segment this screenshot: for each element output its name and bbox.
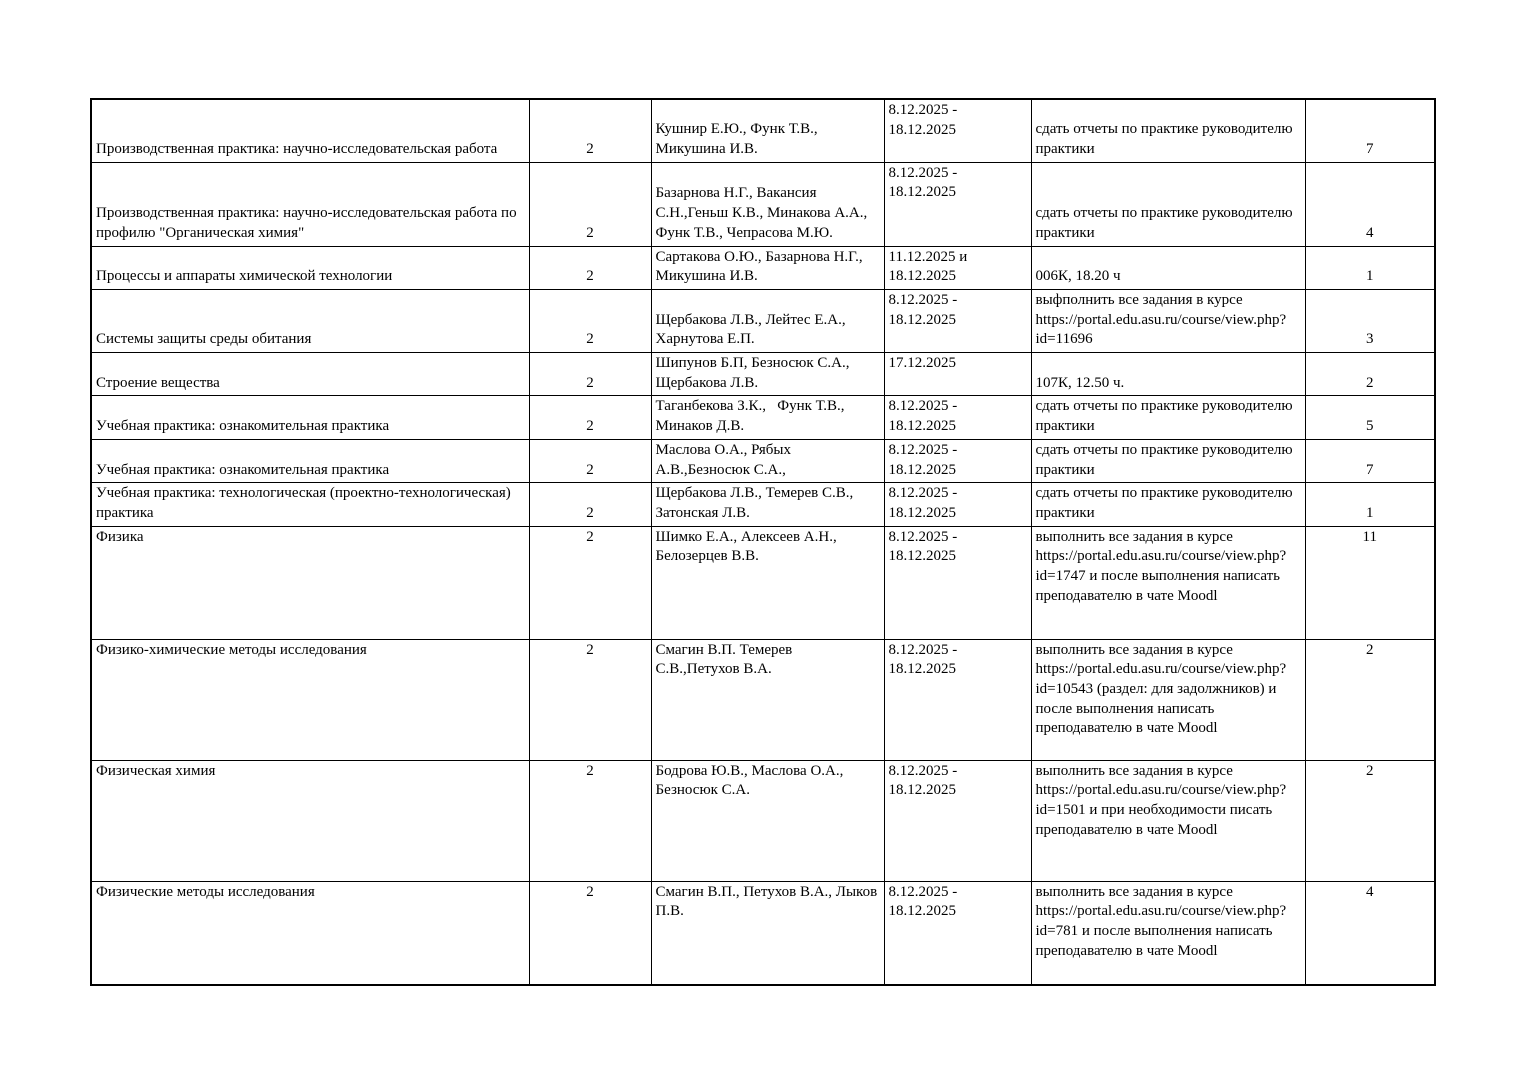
task-text: выполнить все задания в курсе https://portal.edu.asu.ru/course/view.php?id=10543 (раздел: для задолжников) и после выполнения написать преподавателю в чате Moodl [1035,641,1287,737]
course-number-cell [529,439,651,482]
task-text: 107К, 12.50 ч. [1035,374,1125,391]
course-name-cell [91,526,529,639]
course-number: 2 [586,418,594,435]
dates-cell [884,289,1031,352]
students-count: 5 [1366,418,1374,435]
teachers-cell [651,439,884,482]
count-cell [1305,162,1435,246]
dates-range: 8.12.2025 - 18.12.2025 [888,762,961,799]
teachers-cell [651,289,884,352]
students-count: 4 [1366,883,1374,900]
task-cell [1031,760,1305,881]
course-name: Строение вещества [96,374,220,391]
dates-range: 8.12.2025 - 18.12.2025 [888,164,961,201]
dates-cell [884,760,1031,881]
course-name-cell [91,99,529,162]
course-number: 2 [586,461,594,478]
course-number-cell [529,99,651,162]
task-text: сдать отчеты по практике руководителю практики [1035,121,1297,157]
dates-range: 8.12.2025 - 18.12.2025 [888,641,961,678]
courses-table [90,98,1436,986]
course-name-cell [91,483,529,526]
teachers-list: Шимко Е.А., Алексеев А.Н., Белозерцев В.В. [655,528,841,565]
course-name-cell [91,289,529,352]
course-name-cell [91,246,529,289]
teachers-list: Смагин В.П. Темерев С.В.,Петухов В.А. [655,641,796,678]
course-name-cell [91,439,529,482]
task-cell [1031,162,1305,246]
dates-cell [884,396,1031,439]
dates-cell [884,353,1031,396]
course-number-cell [529,353,651,396]
table-row [91,526,1435,639]
task-cell [1031,483,1305,526]
dates-range: 17.12.2025 [888,355,956,372]
course-name-cell [91,396,529,439]
table-row [91,353,1435,396]
table-row [91,881,1435,985]
teachers-cell [651,396,884,439]
count-cell [1305,483,1435,526]
course-number: 2 [586,140,594,157]
course-name-cell [91,639,529,760]
task-cell [1031,439,1305,482]
task-text: выполнить все задания в курсе https://portal.edu.asu.ru/course/view.php?id=1747 и после выполнения написать преподавателю в чате Moodl [1035,528,1287,604]
teachers-cell [651,639,884,760]
dates-cell [884,162,1031,246]
students-count: 7 [1366,461,1374,478]
course-name: Системы защиты среды обитания [96,331,312,348]
course-number-cell [529,396,651,439]
dates-range: 11.12.2025 и 18.12.2025 [888,248,971,285]
students-count: 2 [1366,374,1374,391]
course-number-cell [529,526,651,639]
teachers-list: Щербакова Л.В., Лейтес Е.А., Харнутова Е.П. [655,311,850,348]
count-cell [1305,639,1435,760]
course-number: 2 [586,641,594,658]
course-name: Производственная практика: научно-исследовательская работа по профилю "Органическая химия" [96,205,521,241]
count-cell [1305,353,1435,396]
table-row [91,162,1435,246]
students-count: 2 [1366,641,1374,658]
course-number-cell [529,760,651,881]
course-name-cell [91,881,529,985]
course-number-cell [529,246,651,289]
table-row [91,246,1435,289]
course-number: 2 [586,224,594,241]
course-name: Физика [96,528,144,545]
teachers-cell [651,99,884,162]
students-count: 7 [1366,140,1374,157]
course-name: Учебная практика: ознакомительная практика [96,418,390,435]
table-row [91,99,1435,162]
count-cell [1305,881,1435,985]
table-row [91,760,1435,881]
teachers-list: Базарнова Н.Г., Вакансия С.Н.,Геньш К.В., Минакова А.А., Функ Т.В., Чепрасова М.Ю. [655,185,871,241]
task-text: выполнить все задания в курсе https://portal.edu.asu.ru/course/view.php?id=1501 и при необходимости писать преподавателю в чате Moodl [1035,762,1287,838]
course-number: 2 [586,762,594,779]
students-count: 2 [1366,762,1374,779]
course-number: 2 [586,504,594,521]
course-name: Производственная практика: научно-исследовательская работа [96,140,498,157]
teachers-cell [651,760,884,881]
task-text: сдать отчеты по практике руководителю практики [1035,205,1297,241]
count-cell [1305,99,1435,162]
course-number: 2 [586,374,594,391]
course-name: Учебная практика: технологическая (проектно-технологическая) практика [96,485,515,521]
dates-range: 8.12.2025 - 18.12.2025 [888,528,961,565]
teachers-cell [651,162,884,246]
dates-cell [884,439,1031,482]
course-number: 2 [586,883,594,900]
task-cell [1031,396,1305,439]
students-count: 3 [1366,331,1374,348]
teachers-cell [651,246,884,289]
task-text: сдать отчеты по практике руководителю практики [1035,485,1297,521]
task-cell [1031,353,1305,396]
teachers-list: Таганбекова З.К., Функ Т.В., Минаков Д.В. [655,398,849,435]
course-number-cell [529,483,651,526]
teachers-cell [651,483,884,526]
dates-cell [884,246,1031,289]
course-number-cell [529,881,651,985]
task-cell [1031,639,1305,760]
dates-cell [884,881,1031,985]
students-count: 11 [1362,528,1377,545]
students-count: 4 [1366,224,1374,241]
teachers-list: Бодрова Ю.В., Маслова О.А., Безносюк С.А. [655,762,848,799]
task-cell [1031,881,1305,985]
course-number: 2 [586,268,594,285]
count-cell [1305,289,1435,352]
course-name: Учебная практика: ознакомительная практика [96,461,390,478]
dates-range: 8.12.2025 - 18.12.2025 [888,398,961,435]
course-name: Процессы и аппараты химической технологии [96,268,393,285]
dates-cell [884,483,1031,526]
task-text: выполнить все задания в курсе https://portal.edu.asu.ru/course/view.php?id=781 и после выполнения написать преподавателю в чате Moodl [1035,883,1287,959]
teachers-list: Смагин В.П., Петухов В.А., Лыков П.В. [655,883,881,920]
course-name: Физическая химия [96,762,216,779]
dates-cell [884,526,1031,639]
task-cell [1031,99,1305,162]
course-name-cell [91,162,529,246]
dates-range: 8.12.2025 - 18.12.2025 [888,485,961,521]
dates-cell [884,99,1031,162]
teachers-cell [651,526,884,639]
teachers-list: Шипунов Б.П, Безносюк С.А., Щербакова Л.В. [655,355,854,391]
table-row [91,439,1435,482]
task-text: 006К, 18.20 ч [1035,268,1121,285]
table-row [91,639,1435,760]
task-text: выфполнить все задания в курсе https://portal.edu.asu.ru/course/view.php?id=11696 [1035,291,1287,348]
teachers-cell [651,353,884,396]
task-cell [1031,289,1305,352]
teachers-list: Сартакова О.Ю., Базарнова Н.Г., Микушина И.В. [655,248,867,285]
students-count: 1 [1366,504,1374,521]
count-cell [1305,396,1435,439]
count-cell [1305,760,1435,881]
course-number-cell [529,289,651,352]
teachers-list: Кушнир Е.Ю., Функ Т.В., Микушина И.В. [655,121,822,157]
dates-range: 8.12.2025 - 18.12.2025 [888,102,961,138]
table-row [91,396,1435,439]
course-name-cell [91,760,529,881]
count-cell [1305,246,1435,289]
count-cell [1305,439,1435,482]
dates-range: 8.12.2025 - 18.12.2025 [888,883,961,920]
dates-cell [884,639,1031,760]
course-number-cell [529,639,651,760]
task-cell [1031,526,1305,639]
task-text: сдать отчеты по практике руководителю практики [1035,398,1297,435]
table-row [91,289,1435,352]
course-number: 2 [586,331,594,348]
table-row [91,483,1435,526]
count-cell [1305,526,1435,639]
teachers-list: Маслова О.А., Рябых А.В.,Безносюк С.А., [655,441,795,478]
course-number-cell [529,162,651,246]
students-count: 1 [1366,268,1374,285]
course-name: Физические методы исследования [96,883,315,900]
teachers-cell [651,881,884,985]
task-cell [1031,246,1305,289]
course-name: Физико-химические методы исследования [96,641,367,658]
dates-range: 8.12.2025 - 18.12.2025 [888,441,961,478]
course-name-cell [91,353,529,396]
teachers-list: Щербакова Л.В., Темерев С.В., Затонская Л.В. [655,485,857,521]
course-number: 2 [586,528,594,545]
task-text: сдать отчеты по практике руководителю практики [1035,441,1297,478]
dates-range: 8.12.2025 - 18.12.2025 [888,291,961,328]
